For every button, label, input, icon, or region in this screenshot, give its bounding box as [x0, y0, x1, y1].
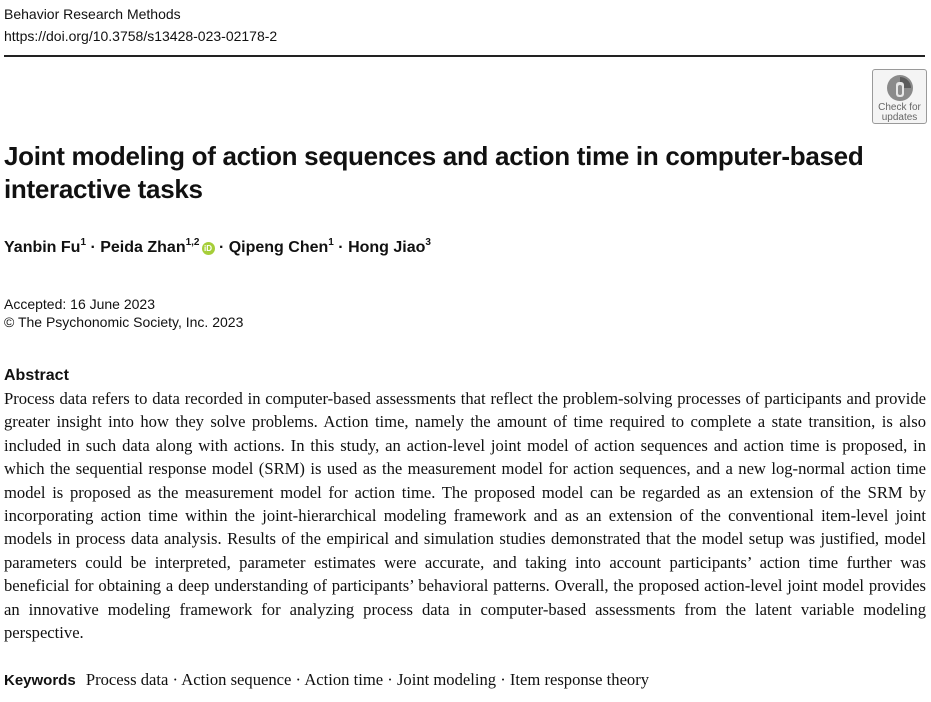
author-separator: ·	[214, 239, 229, 256]
author-affiliation: 1,2	[185, 237, 200, 248]
author-name[interactable]: Yanbin Fu	[4, 239, 81, 256]
header-divider	[4, 55, 925, 57]
author-name[interactable]: Hong Jiao	[348, 239, 426, 256]
author-affiliation: 1	[80, 237, 87, 248]
keyword-item: Action sequence	[181, 670, 292, 689]
doi-link[interactable]: https://doi.org/10.3758/s13428-023-02178-2	[4, 28, 278, 44]
keyword-separator: ·	[383, 670, 397, 689]
author-list	[4, 236, 431, 260]
keyword-item: Joint modeling	[396, 670, 497, 689]
badge-label-line2: updates	[881, 112, 918, 123]
keywords-line	[4, 669, 649, 692]
keyword-item: Item response theory	[509, 670, 650, 689]
keyword-item: Action time	[304, 670, 384, 689]
check-for-updates-badge[interactable]	[872, 69, 927, 124]
accepted-date: Accepted: 16 June 2023	[4, 296, 156, 312]
paper-title: Joint modeling of action sequences and action time in computer-based interactive tasks	[4, 141, 864, 204]
author-affiliation: 1	[328, 237, 334, 248]
keyword-separator: ·	[496, 670, 510, 689]
abstract-heading: Abstract	[4, 367, 69, 384]
abstract-text: Process data refers to data recorded in computer-based assessments that reflect the problem-solving processes of participants and provide greater insight into how they solve problems. Action time, namely the amount of time required to complete a state transition, is also included in such data along with actions. In this study, an action-level joint model of action sequences and action time is proposed, in which the sequential response model (SRM) is used as the measurement model for action sequences, and a new log-normal action time model is proposed as the measurement model for action time. The proposed model can be regarded as an extension of the SRM by incorporating action time within the joint-hierarchical modeling framework and as an extension of the conventional item-level joint models in process data analysis. Results of the empirical and simulation studies demonstrated that the model setup was justified, model parameters could be interpreted, parameter estimates were accurate, and taking into account participants’ action time further was beneficial for obtaining a deep understanding of participants’ behavioral patterns. Overall, the proposed action-level joint model provides an innovative modeling framework for analyzing process data in computer-based assessments from the latent variable modeling perspective.	[4, 389, 926, 643]
author-affiliation: 3	[425, 237, 431, 248]
author-separator: ·	[86, 239, 101, 256]
journal-name: Behavior Research Methods	[4, 6, 181, 22]
author-name[interactable]: Peida Zhan	[100, 239, 186, 256]
keyword-separator: ·	[168, 670, 182, 689]
badge-label-line1: Check for	[878, 102, 921, 113]
author-name[interactable]: Qipeng Chen	[228, 239, 329, 256]
keywords-label: Keywords	[4, 672, 76, 689]
keyword-item: Process data	[85, 670, 169, 689]
copyright-notice: © The Psychonomic Society, Inc. 2023	[4, 314, 244, 330]
check-for-updates-icon	[885, 73, 915, 103]
orcid-icon[interactable]: iD	[202, 242, 215, 255]
keyword-separator: ·	[291, 670, 305, 689]
author-separator: ·	[333, 239, 349, 256]
